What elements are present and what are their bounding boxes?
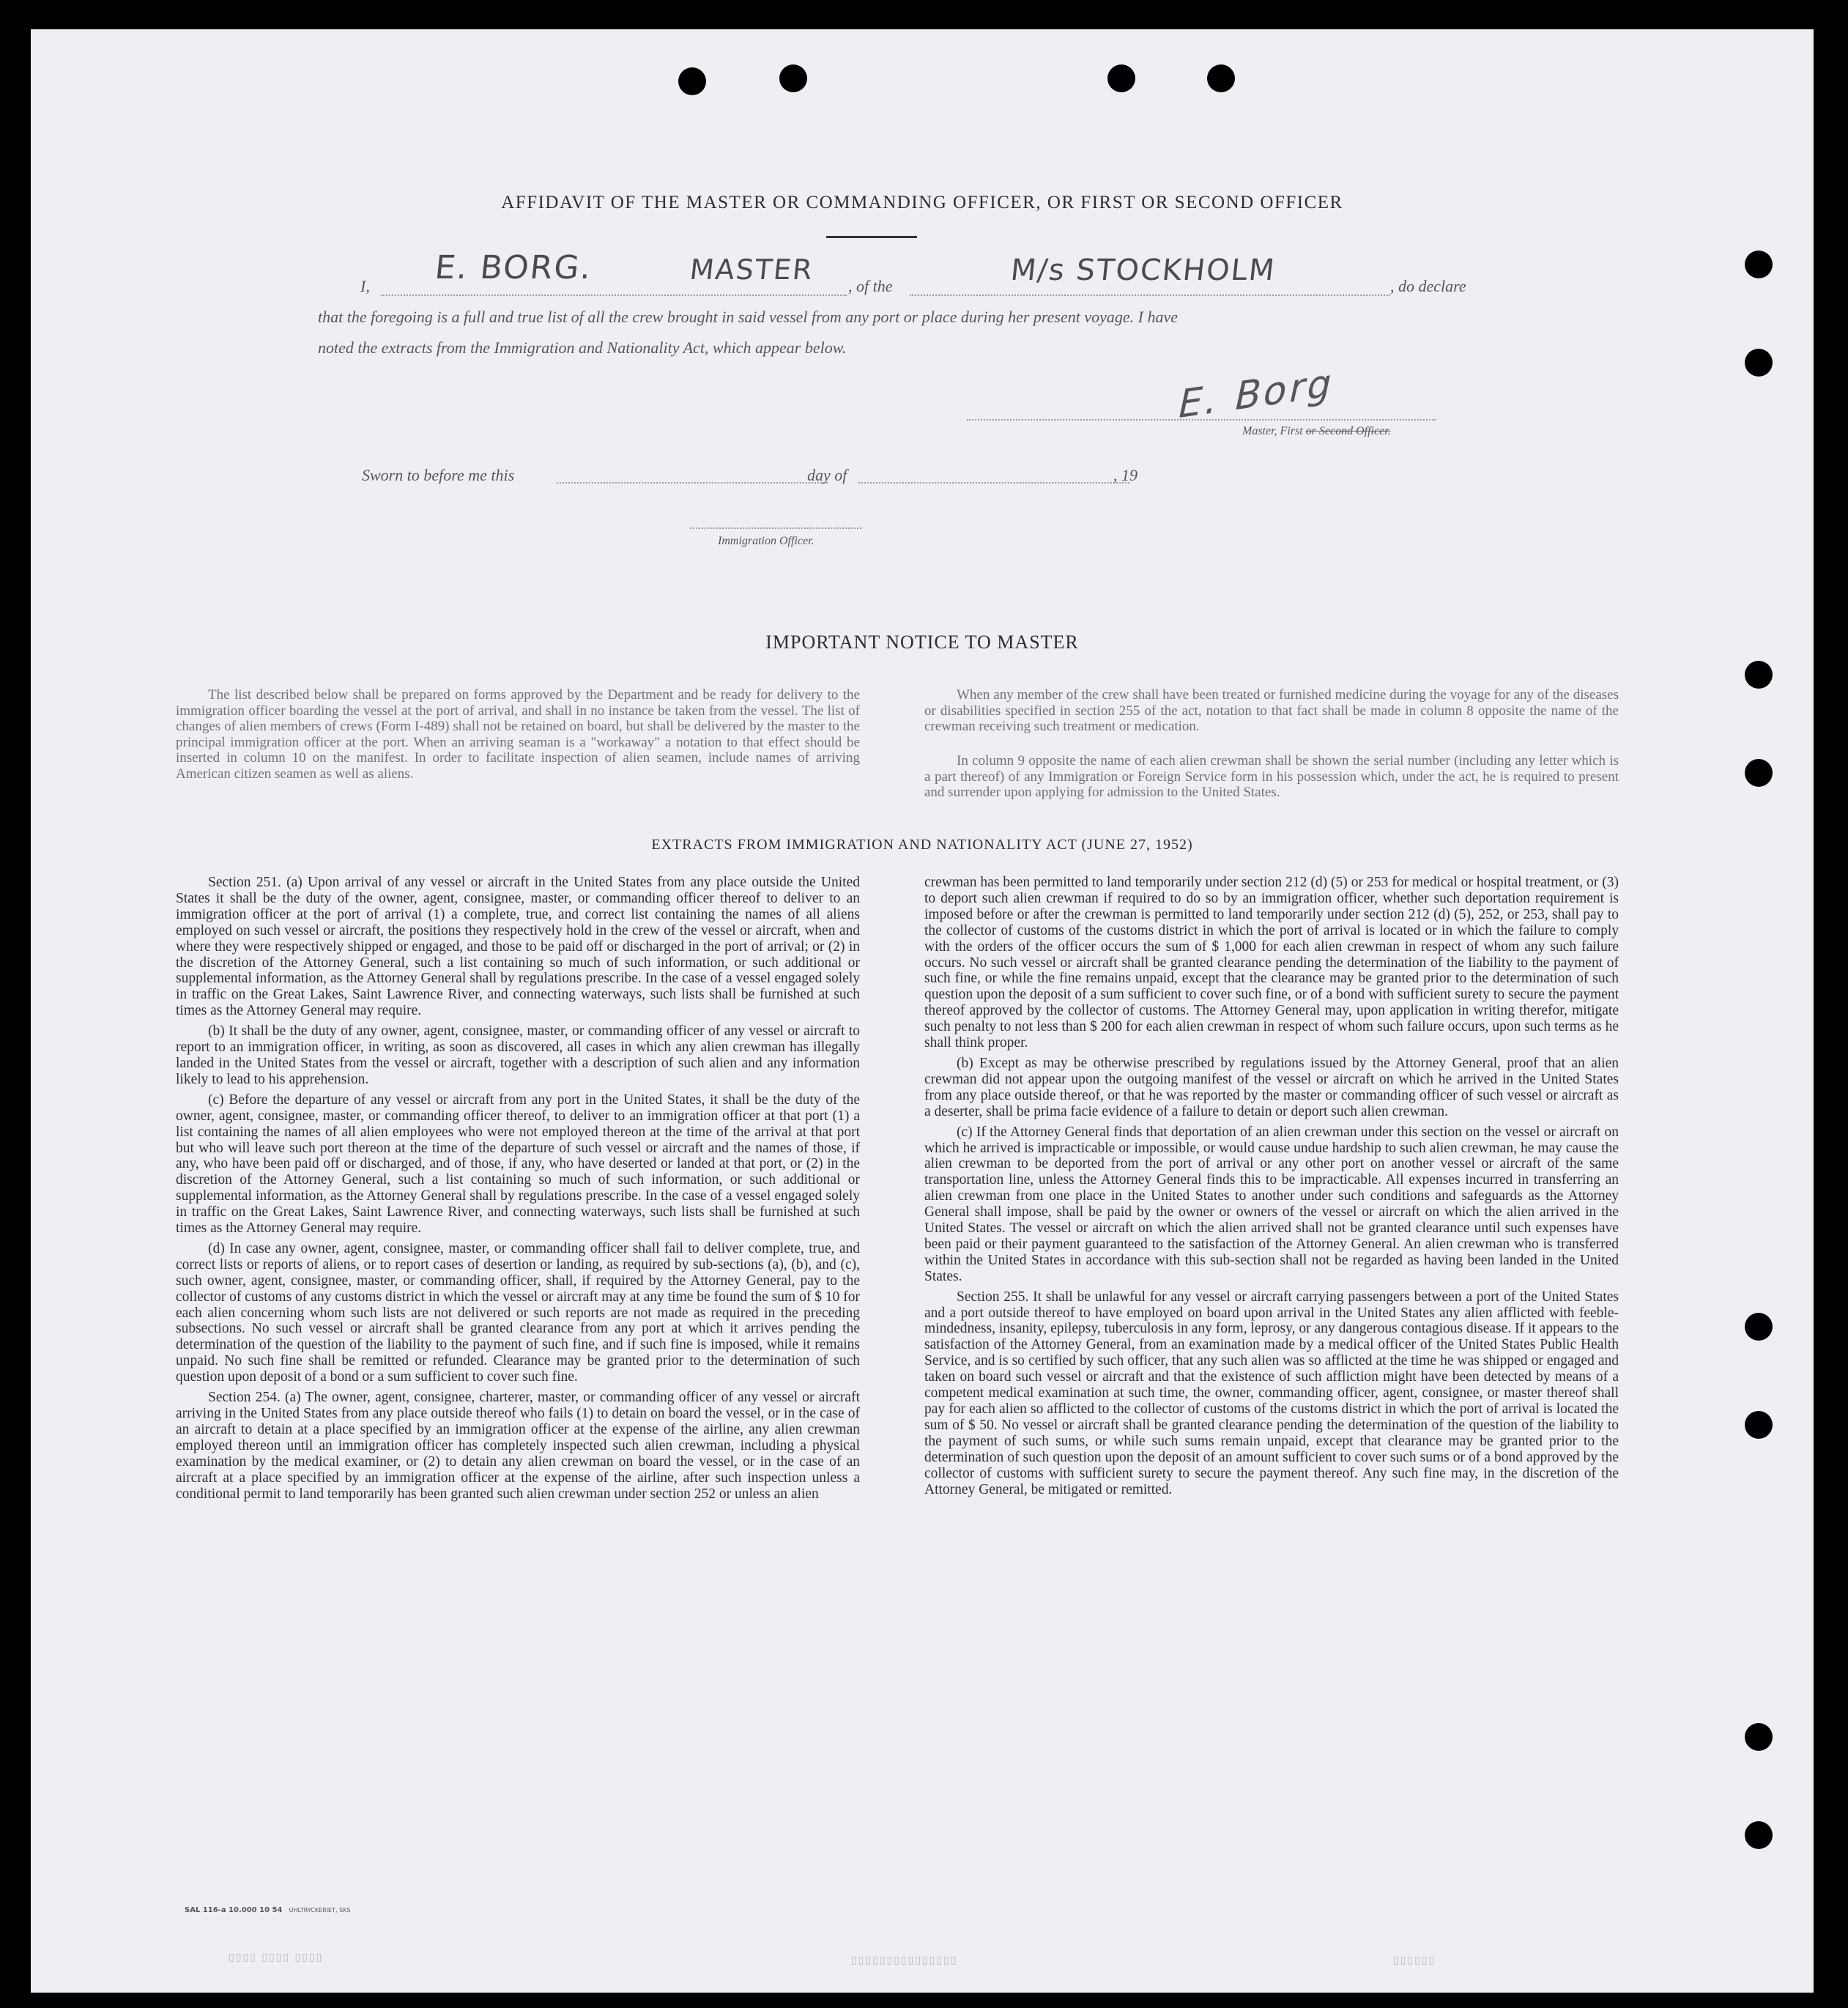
- section-254-a: Section 254. (a) The owner, agent, consignee, charterer, master, or commanding officer of any vessel or aircraft arriving in the United States from any place outside thereof who fails (1) to detain on board the vessel, or in the case of an aircraft to detain at a place specified by an immigration officer at the expense of the airline, any alien crewman employed thereon until an immigration officer has completely inspected such alien crewman, including a physical examination by the medical examiner, or (2) to detain any alien crewman on board the vessel, or in the case of an aircraft at a place specified by an immigration officer at the expense of the airline, after such inspection unless a conditional permit to land temporarily has been granted such alien crewman under section 252 or unless an alien: [176, 1390, 860, 1502]
- declare-label: , do declare: [1390, 277, 1466, 295]
- section-251-b: (b) It shall be the duty of any owner, agent, consignee, master, or commanding officer of any vessel or aircraft to report to an immigration officer, in writing, as soon as discovered, all cases in which any alien crewman has illegally landed in the United States from the vessel or aircraft, together with a description of such alien and any information likely to lead to his apprehension.: [176, 1023, 860, 1087]
- punch-hole: [1745, 349, 1773, 377]
- form-code-text: SAL 116-a 10.000 10 54: [185, 1906, 283, 1914]
- section-255: Section 255. It shall be unlawful for any vessel or aircraft carrying passengers between a port of the United States and a port outside thereof to have employed on board upon arrival in the United States any alien afflicted with feeble-mindedness, insanity, epilepsy, tuberculosis in any form, leprosy, or any dangerous contagious disease. If it appears to the satisfaction of the Attorney General, from an examination made by a medical officer of the United States Public Health Service, and is so certified by such officer, that any such alien was so afflicted at the time he was shipped or engaged and taken on board such vessel or aircraft and that the existence of such affliction might have been detected by means of a competent medical examination at such time, the owner, commanding officer, agent, consignee, or master thereof shall pay for each alien so afflicted to the collector of customs of the customs district in which the port of arrival is located the sum of $ 50. No vessel or aircraft shall be granted clearance pending the determination of the question of the liability to the payment of such sums, or while such sums remain unpaid, except that clearance may be granted prior to the determination of such question upon the deposit of an amount sufficient to cover such sums or of a bond approved by the collector of customs with sufficient surety to secure the payment thereof. Any such fine may, in the discretion of the Attorney General, be mitigated or remitted.: [924, 1289, 1619, 1497]
- sworn-label: Sworn to before me this: [362, 466, 515, 484]
- punch-hole: [1207, 64, 1235, 92]
- section-254-c: (c) If the Attorney General finds that deportation of an alien crewman under this section on the vessel or aircraft on which he arrived is impracticable or impossible, or would cause undue hardship to such alien crewman, he may cause the alien crewman to be deported from the port of arrival or any other port on another vessel or aircraft of the same transportation line, unless the Attorney General finds this to be impracticable. All expenses incurred in transferring an alien crewman from one place in the United States to another under such conditions and safeguards as the Attorney General shall impose, shall be paid by the owner or owners of the vessel or aircraft on which the alien arrived in the United States. The vessel or aircraft on which the alien arrived shall not be granted clearance until such expenses have been paid or their payment guaranteed to the satisfaction of the Attorney General. An alien crewman who is transferred within the United States in accordance with this sub-section shall not be regarded as having been landed in the United States.: [924, 1124, 1619, 1284]
- signature-caption-struck: or Second Officer.: [1305, 425, 1391, 437]
- signature-dotline: [967, 419, 1436, 421]
- handwritten-rank: MASTER: [688, 253, 815, 286]
- extracts-left-column: [176, 875, 860, 1506]
- punch-hole: [779, 64, 807, 92]
- extracts-title: EXTRACTS FROM IMMIGRATION AND NATIONALITY ACT (JUNE 27, 1952): [651, 837, 1193, 853]
- punch-hole: [1745, 661, 1773, 689]
- document-page: [31, 29, 1814, 1993]
- bleed-through-text: ▯▯▯▯▯▯▯▯▯▯▯▯▯▯▯: [851, 1955, 958, 1966]
- punch-hole: [1745, 1821, 1773, 1849]
- affidavit-title: AFFIDAVIT OF THE MASTER OR COMMANDING OFFICER, OR FIRST OR SECOND OFFICER: [501, 193, 1343, 212]
- extracts-right-column: [924, 875, 1619, 1502]
- section-251-a: Section 251. (a) Upon arrival of any vessel or aircraft in the United States from any place outside the United States it shall be the duty of the owner, agent, consignee, master, or commanding officer thereof to deliver to an immigration officer at the port of arrival (1) a complete, true, and correct list containing the names of all aliens employed on such vessel or aircraft, the positions they respectively hold in the crew of the vessel or aircraft, when and where they were respectively shipped or engaged, and those to be paid off or discharged in the port of arrival; or (2) in the discretion of the Attorney General, such a list containing so much of such information, or such additional or supplemental information, as the Attorney General shall by regulations prescribe. In the case of a vessel engaged solely in traffic on the Great Lakes, Saint Lawrence River, and connecting waterways, such lists shall be furnished at such times as the Attorney General may require.: [176, 875, 860, 1019]
- section-251-d: (d) In case any owner, agent, consignee, master, or commanding officer shall fail to deliver complete, true, and correct lists or reports of aliens, or to report cases of desertion or landing, as required by sub-sections (a), (b), and (c), such owner, agent, consignee, master, or commanding officer, shall, if required by the Attorney General, pay to the collector of customs of any customs district in which the vessel or aircraft may at any time be found the sum of $ 10 for each alien concerning whom such lists are not delivered or such reports are not made as required in the preceding subsections. No such vessel or aircraft shall be granted clearance from any port at which it arrives pending the determination of the question of the liability to the payment of such fine, and if such fine is imposed, while it remains unpaid. No such fine shall be remitted or refunded. Clearance may be granted prior to the determination of such question upon deposit of a bond or a sum sufficient to cover such fine.: [176, 1240, 860, 1385]
- printer-text: UHLTRYCKERIET, SKS: [289, 1907, 351, 1913]
- punch-hole: [1745, 251, 1773, 278]
- section-254-a-cont: crewman has been permitted to land temporarily under section 212 (d) (5) or 253 for medical or hospital treatment, or (3) to deport such alien crewman if required to do so by an immigration officer, whether such deportation requirement is imposed before or after the crewman is permitted to land temporarily under section 212 (d) (5), 252, or 253, shall pay to the collector of customs of the customs district in which the port of arrival is located or in which the failure to comply with the orders of the officer occurs the sum of $ 1,000 for each alien crewman in respect of whom any such failure occurs. No such vessel or aircraft shall be granted clearance pending the determination of the liability to the payment of such fine, or while the fine remains unpaid, except that the clearance may be granted prior to the determination of such question upon the deposit of a sum sufficient to cover such fine, or of a bond with sufficient surety to secure the payment thereof approved by the collector of customs. The Attorney General may, upon application in writing therefor, mitigate such penalty to not less than $ 200 for each alien crewman in respect of whom such failure occurs, upon such terms as he shall think proper.: [924, 875, 1619, 1051]
- of-the-label: , of the: [848, 277, 893, 295]
- title-rule: [826, 236, 917, 238]
- vessel-dotline: [910, 294, 1390, 296]
- punch-hole: [1745, 1313, 1773, 1341]
- name-dotline: [381, 294, 847, 296]
- year-label: , 19: [1113, 466, 1138, 484]
- notice-left-text: The list described below shall be prepared on forms approved by the Department and be ready for delivery to the immigration officer boarding the vessel at the port of arrival, and shall in no instance be taken from the vessel. The list of changes of alien members of crews (Form I-489) shall not be retained on board, but shall be delivered by the master to the principal immigration officer at the port. When an arriving seaman is a "workaway" a notation to that effect should be inserted in column 10 on the manifest. In order to facilitate inspection of alien seamen, include names of arriving American citizen seamen as well as aliens.: [176, 687, 860, 782]
- section-254-b: (b) Except as may be otherwise prescribed by regulations issued by the Attorney General, proof that an alien crewman did not appear upon the outgoing manifest of the vessel or aircraft on which he arrived in the United States from any place outside thereof, or that he was reported by the master or commanding officer of such vessel or aircraft as a deserter, shall be prima facie evidence of a failure to detain or deport such alien crewman.: [924, 1055, 1619, 1119]
- notice-right-text-2: In column 9 opposite the name of each alien crewman shall be shown the serial number (including any letter which is a part thereof) of any Immigration or Foreign Service form in his possession which, under the act, he is required to present and surrender upon applying for admission to the United States.: [924, 753, 1619, 801]
- signature-caption: [1242, 425, 1391, 438]
- section-251-c: (c) Before the departure of any vessel or aircraft from any port in the United States, it shall be the duty of the owner, agent, consignee, master, or commanding officer thereof, to deliver to an immigration officer at that port (1) a list containing the names of all alien employees who were not employed thereon at the time of the arrival at that port but who will leave such port thereon at the time of the departure of such vessel or aircraft and the names of those, if any, who have been paid off or discharged, and of those, if any, who have deserted or landed at that port, or (2) in the discretion of the Attorney General, such a list containing so much of such information, or such additional or supplemental information, as the Attorney General shall by regulations prescribe. In the case of a vessel engaged solely in traffic on the Great Lakes, Saint Lawrence River, and connecting waterways, such lists shall be furnished at such times as the Attorney General may require.: [176, 1092, 860, 1237]
- day-of-label: day of: [807, 466, 847, 484]
- handwritten-vessel: M/s STOCKHOLM: [1009, 253, 1277, 287]
- immigration-officer-caption: Immigration Officer.: [718, 535, 814, 547]
- master-signature: E. Borg: [1173, 360, 1340, 429]
- bleed-through-text: ▯▯▯▯ ▯▯▯▯ ▯▯▯▯: [229, 1952, 324, 1963]
- notice-title: IMPORTANT NOTICE TO MASTER: [765, 631, 1079, 653]
- punch-hole: [1745, 1723, 1773, 1751]
- sworn-month-dotline: [858, 482, 1129, 484]
- officer-dotline: [690, 527, 861, 529]
- punch-hole: [678, 67, 706, 95]
- signature-caption-master: Master, First: [1242, 425, 1303, 437]
- declaration-line-2: that the foregoing is a full and true list of all the crew brought in said vessel from any port or place during her present voyage. I have: [318, 308, 1179, 326]
- sworn-day-dotline: [557, 482, 828, 484]
- declaration-prefix: I,: [360, 277, 370, 295]
- declaration-line-3: noted the extracts from the Immigration and Nationality Act, which appear below.: [318, 338, 847, 357]
- notice-right-text-1: When any member of the crew shall have been treated or furnished medicine during the voyage for any of the diseases or disabilities specified in section 255 of the act, notation to that fact shall be made in column 8 opposite the name of the crewman receiving such treatment or medication.: [924, 687, 1619, 735]
- form-code: [185, 1906, 350, 1914]
- punch-hole: [1745, 759, 1773, 787]
- punch-hole: [1107, 64, 1135, 92]
- bleed-through-text: ▯▯▯▯▯▯: [1393, 1955, 1436, 1966]
- handwritten-name: E. BORG.: [433, 249, 595, 286]
- punch-hole: [1745, 1411, 1773, 1439]
